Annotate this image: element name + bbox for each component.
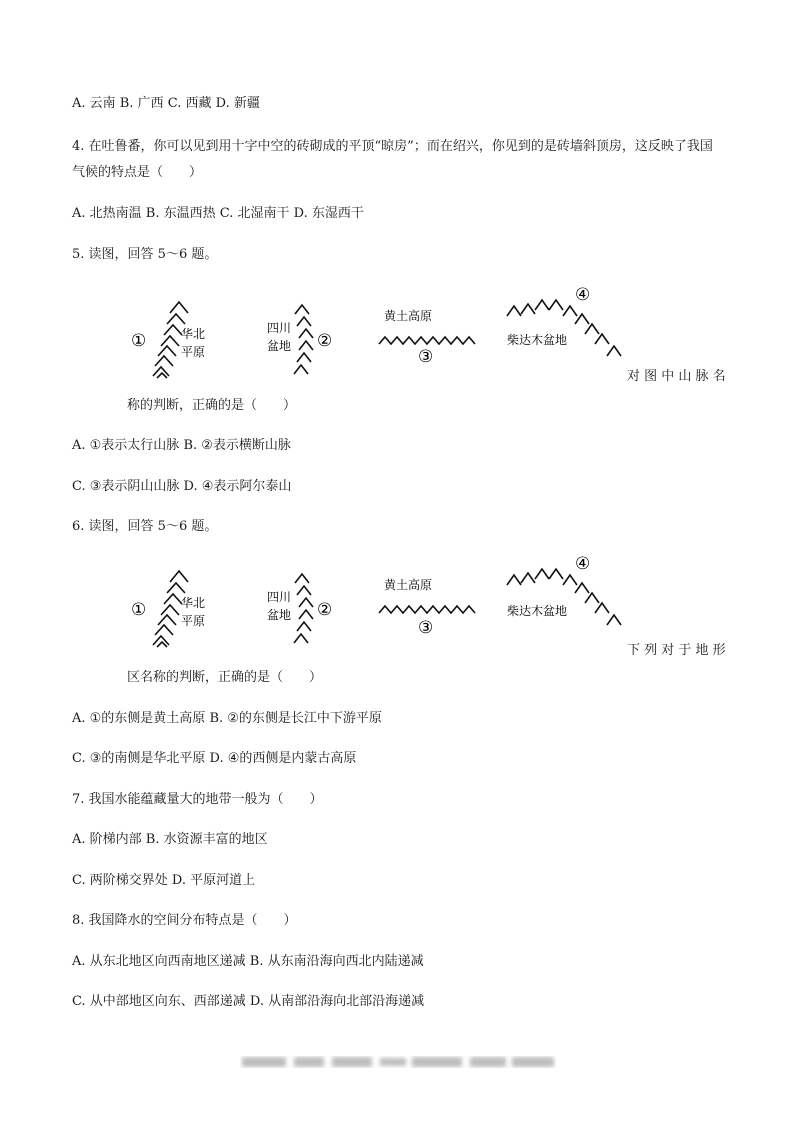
q4-stem: 4. 在吐鲁番，你可以见到用十字中空的砖砌成的平顶“晾房”；而在绍兴，你见到的是砖墙斜顶房，这反映了我国气候的特点是（ ）	[72, 139, 713, 180]
q6-stem: 6. 读图，回答 5～6 题。	[72, 519, 218, 534]
q8-stem: 8. 我国降水的空间分布特点是（ ）	[72, 913, 297, 928]
label-loess: 黄土高原	[384, 309, 433, 323]
label-qaidam: 柴达木盆地	[507, 604, 568, 618]
q5-side-text: 对 图 中 山 脉 名	[627, 369, 726, 384]
marker-1: ①	[131, 331, 147, 351]
q3-options: A. 云南 B. 广西 C. 西藏 D. 新疆	[72, 96, 260, 111]
label-sichuan-2: 盆地	[267, 608, 292, 622]
q7-options-ab: A. 阶梯内部 B. 水资源丰富的地区	[72, 832, 268, 847]
q5-stem: 5. 读图，回答 5～6 题。	[72, 247, 218, 262]
mountain-range-4	[507, 300, 621, 356]
mountain-figure-q6	[127, 555, 627, 655]
marker-3: ③	[418, 347, 434, 367]
q7-options-cd: C. 两阶梯交界处 D. 平原河道上	[72, 873, 256, 888]
q6-side-text: 下 列 对 于 地 形	[627, 643, 726, 658]
blurred-footer-watermark	[240, 1053, 556, 1071]
q8-options-cd: C. 从中部地区向东、西部递减 D. 从南部沿海向北部沿海递减	[72, 994, 425, 1009]
marker-4: ④	[575, 286, 591, 305]
q5-options-ab: A. ①表示太行山脉 B. ②表示横断山脉	[72, 438, 291, 453]
q7-stem: 7. 我国水能蕴藏量大的地带一般为（ ）	[72, 792, 323, 807]
q5-options-cd: C. ③表示阴山山脉 D. ④表示阿尔泰山	[72, 479, 292, 494]
mountain-range-3	[379, 337, 475, 344]
q8-options-ab: A. 从东北地区向西南地区递减 B. 从东南沿海向西北内陆递减	[72, 954, 424, 969]
mountain-figure-q5	[127, 286, 627, 386]
label-sichuan-1: 四川	[267, 590, 292, 604]
label-huabei-2: 平原	[181, 345, 206, 359]
label-huabei-1: 华北	[181, 327, 206, 341]
q6-tail: 区名称的判断，正确的是（ ）	[127, 670, 323, 685]
marker-1: ①	[131, 600, 147, 620]
label-huabei-2: 平原	[181, 614, 206, 628]
label-sichuan-1: 四川	[267, 321, 292, 335]
q6-options-ab: A. ①的东侧是黄土高原 B. ②的东侧是长江中下游平原	[72, 711, 382, 726]
marker-2: ②	[317, 600, 333, 620]
marker-4: ④	[575, 555, 591, 574]
q4-options: A. 北热南温 B. 东温西热 C. 北湿南干 D. 东湿西干	[72, 206, 364, 221]
marker-2: ②	[317, 331, 333, 351]
marker-3: ③	[418, 618, 434, 638]
mountain-range-2	[294, 305, 313, 374]
label-loess: 黄土高原	[384, 578, 433, 592]
label-huabei-1: 华北	[181, 596, 206, 610]
mountain-range-2	[294, 574, 313, 643]
label-sichuan-2: 盆地	[267, 339, 292, 353]
q6-options-cd: C. ③的南侧是华北平原 D. ④的西侧是内蒙古高原	[72, 751, 357, 766]
q5-tail: 称的判断，正确的是（ ）	[127, 398, 297, 413]
mountain-range-3	[379, 606, 475, 613]
label-qaidam: 柴达木盆地	[507, 333, 568, 347]
